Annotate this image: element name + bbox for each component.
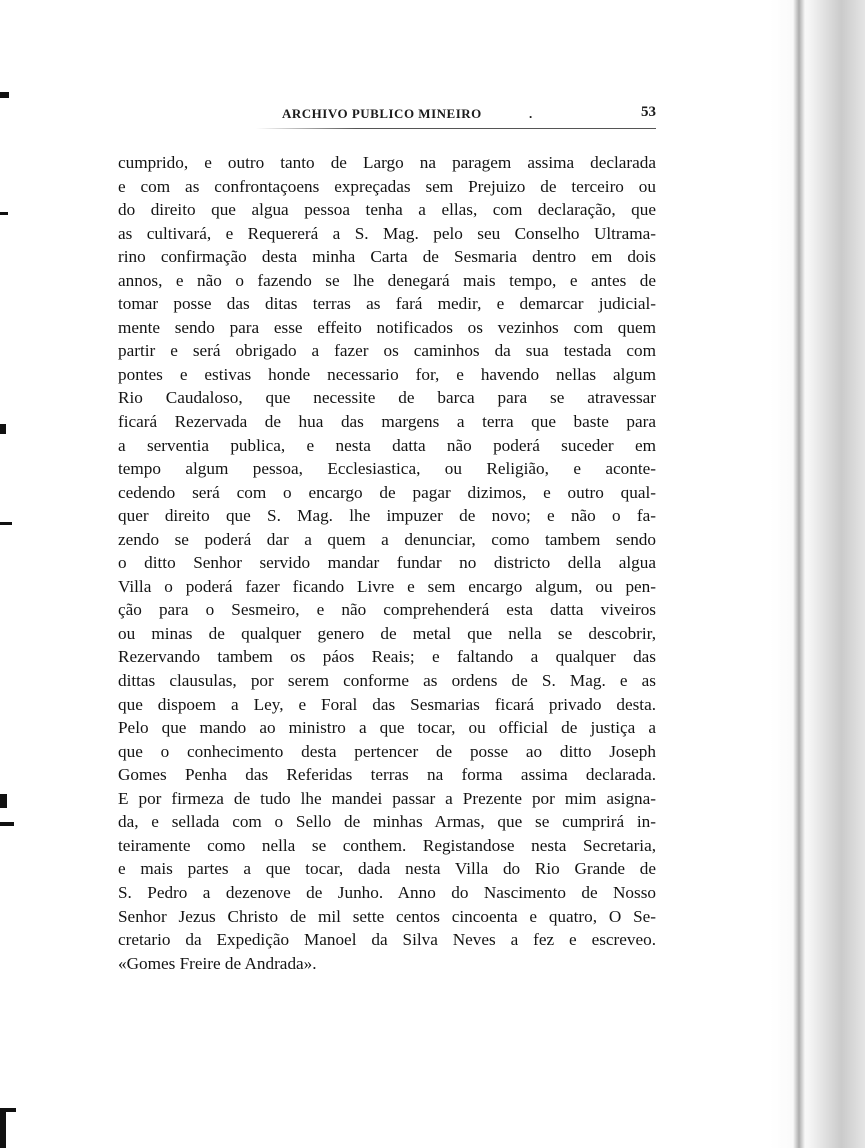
text-line: pontes e estivas honde necessario for, e havendo nellas algum [118,364,656,384]
text-line: Pelo que mando ao ministro a que tocar, ou official de justiça a [118,718,656,738]
text-line: que o conhecimento desta pertencer de posse ao ditto Joseph [118,741,656,761]
text-line: Senhor Jezus Christo de mil sette centos cincoenta e quatro, O Se- [118,906,656,926]
binding-gutter-line [793,0,805,1148]
text-line: as cultivará, e Requererá a S. Mag. pelo seu Conselho Ultrama- [118,223,656,243]
text-line: «Gomes Freire de Andrada». [118,953,317,973]
text-line: ção para o Sesmeiro, e não comprehenderá esta datta viveiros [118,600,656,620]
text-line: ou minas de qualquer genero de metal que nella se descobrir, [118,623,656,643]
edge-mark [0,794,7,808]
edge-mark [0,822,14,826]
edge-mark [0,1108,16,1112]
text-line: o ditto Senhor servido mandar fundar no districto della algua [118,553,656,573]
binding-gutter-shadow [770,0,865,1148]
text-line: que dispoem a Ley, e Foral das Sesmarias ficará privado desta. [118,694,656,714]
text-line: partir e será obrigado a fazer os caminhos da sua testada com [118,341,656,361]
text-line: a serventia publica, e nesta datta não poderá suceder em [118,435,656,455]
text-line: e com as confrontaçoens expreçadas sem Prejuizo de terceiro ou [118,176,656,196]
edge-mark [0,212,8,215]
text-line: tempo algum pessoa, Ecclesiastica, ou Religião, e aconte- [118,459,656,479]
text-line: S. Pedro a dezenove de Junho. Anno do Nascimento de Nosso [118,882,656,902]
running-title: ARCHIVO PUBLICO MINEIRO [282,106,482,121]
text-line: e mais partes a que tocar, dada nesta Villa do Rio Grande de [118,859,656,879]
text-line: quer direito que S. Mag. lhe impuzer de novo; e não o fa- [118,506,656,526]
text-line: Gomes Penha das Referidas terras na forma assima declarada. [118,765,656,785]
text-line: do direito que algua pessoa tenha a ellas, com declaração, que [118,200,656,220]
edge-mark [0,92,9,98]
text-line: teiramente como nella se conthem. Registandose nesta Secretaria, [118,835,656,855]
text-line: cedendo será com o encargo de pagar dizimos, e outro qual- [118,482,656,502]
text-line: Rezervando tambem os páos Reais; e faltando a qualquer das [118,647,656,667]
edge-mark [0,522,12,525]
page-number: 53 [641,104,656,120]
text-line: cretario da Expedição Manoel da Silva Neves a fez e escreveo. [118,930,656,950]
edge-mark [0,424,6,434]
running-header [118,104,656,126]
text-line: rino confirmação desta minha Carta de Sesmaria dentro em dois [118,247,656,267]
text-line: E por firmeza de tudo lhe mandei passar a Prezente por mim asigna- [118,788,656,808]
text-line: dittas clausulas, por serem conforme as ordens de S. Mag. e as [118,671,656,691]
text-line: tomar posse das ditas terras as fará medir, e demarcar judicial- [118,294,656,314]
text-line: cumprido, e outro tanto de Largo na paragem assima declarada [118,153,656,172]
body-text [118,151,656,975]
text-line: Villa o poderá fazer ficando Livre e sem encargo algum, ou pen- [118,576,656,596]
header-separator: . [529,106,533,121]
text-line: zendo se poderá dar a quem a denunciar, como tambem sendo [118,529,656,549]
text-line: annos, e não o fazendo se lhe denegará mais tempo, e antes de [118,270,656,290]
header-rule [256,128,656,129]
text-line: Rio Caudaloso, que necessite de barca para se atravessar [118,388,656,408]
text-line: da, e sellada com o Sello de minhas Armas, que se cumprirá in- [118,812,656,832]
text-line: ficará Rezervada de hua das margens a terra que baste para [118,412,656,432]
text-line: mente sendo para esse effeito notificados os vezinhos com quem [118,317,656,337]
edge-mark [0,1108,6,1148]
